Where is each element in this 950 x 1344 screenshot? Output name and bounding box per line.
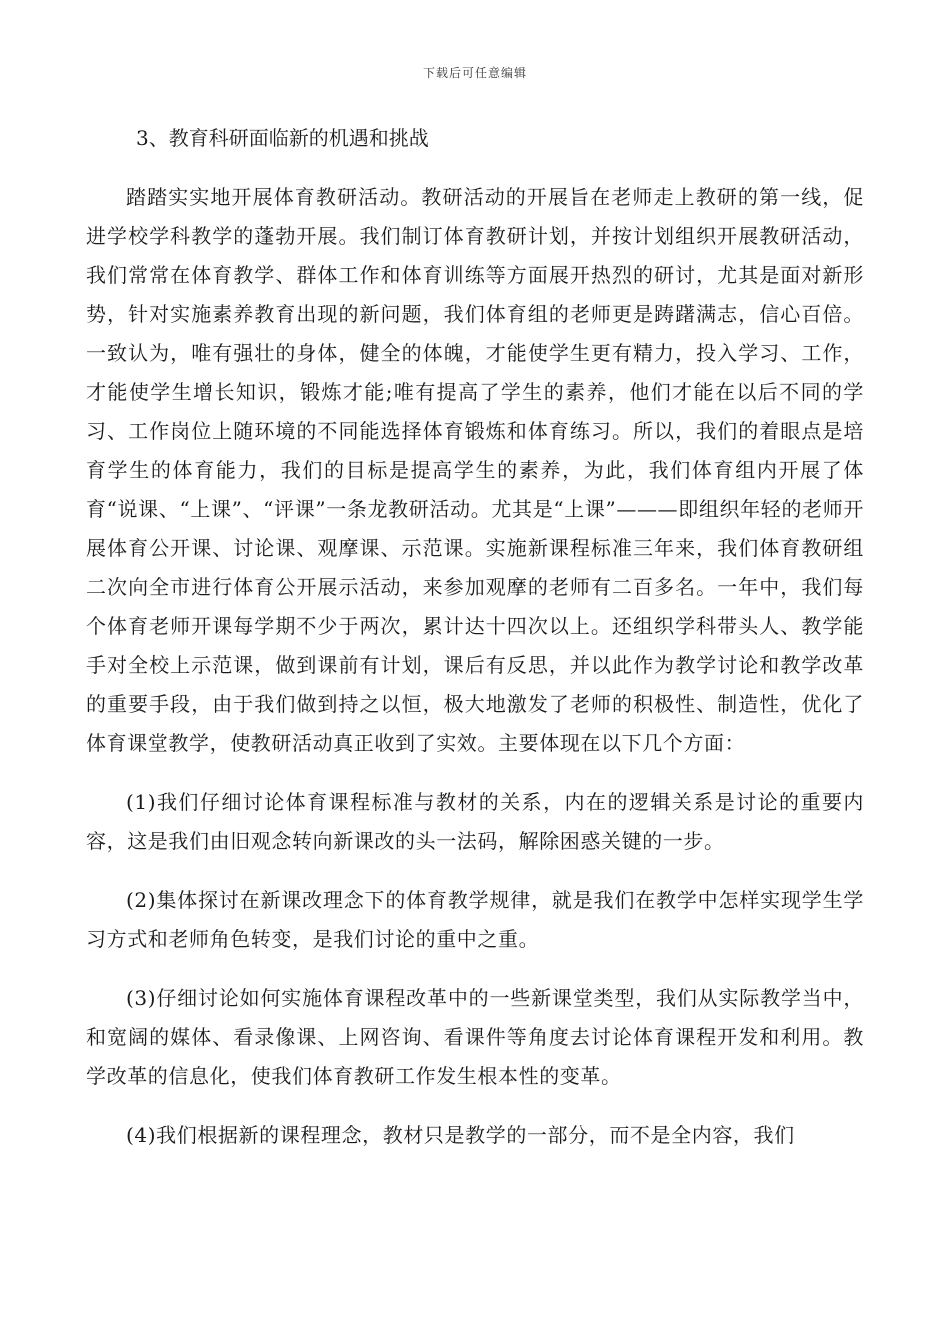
paragraph-point-2: (2)集体探讨在新课改理念下的体育教学规律，就是我们在教学中怎样实现学生学习方式和老师角色转变，是我们讨论的重中之重。 xyxy=(86,888,864,951)
paragraph-point-1: (1)我们仔细讨论体育课程标准与教材的关系，内在的逻辑关系是讨论的重要内容，这是我们由旧观念转向新课改的头一法码，解除困惑关键的一步。 xyxy=(86,790,864,853)
section-heading: 3、教育科研面临新的机遇和挑战 xyxy=(136,126,429,150)
paragraph-point-3: (3)仔细讨论如何实施体育课程改革中的一些新课堂类型，我们从实际教学当中，和宽阔的媒体、看录像课、上网咨询、看课件等角度去讨论体育课程开发和利用。教学改革的信息化，使我们体育教研工作发生根本性的变革。 xyxy=(86,986,864,1088)
paragraph-point-4: (4)我们根据新的课程理念，教材只是教学的一部分，而不是全内容，我们 xyxy=(126,1123,795,1147)
document-body xyxy=(86,118,864,1155)
paragraph-intro: 踏踏实实地开展体育教研活动。教研活动的开展旨在老师走上教研的第一线，促进学校学科教学的蓬勃开展。我们制订体育教研计划，并按计划组织开展教研活动，我们常常在体育教学、群体工作和体育训练等方面展开热烈的研讨，尤其是面对新形势，针对实施素养教育出现的新问题，我们体育组的老师更是踌躇满志，信心百倍。一致认为，唯有强壮的身体，健全的体魄，才能使学生更有精力，投入学习、工作，才能使学生增长知识，锻炼才能;唯有提高了学生的素养，他们才能在以后不同的学习、工作岗位上随环境的不同能选择体育锻炼和体育练习。所以，我们的着眼点是培育学生的体育能力，我们的目标是提高学生的素养，为此，我们体育组内开展了体育“说课、“上课”、“评课”一条龙教研活动。尤其是“上课”———即组织年轻的老师开展体育公开课、讨论课、观摩课、示范课。实施新课程标准三年来，我们体育教研组二次向全市进行体育公开展示活动，来参加观摩的老师有二百多名。一年中，我们每个体育老师开课每学期不少于两次，累计达十四次以上。还组织学科带头人、教学能手对全校上示范课，做到课前有计划，课后有反思，并以此作为教学讨论和教学改革的重要手段，由于我们做到持之以恒，极大地激发了老师的积极性、制造性，优化了体育课堂教学，使教研活动真正收到了实效。主要体现在以下几个方面： xyxy=(86,185,864,755)
header-note: 下载后可任意编辑 xyxy=(422,66,527,80)
